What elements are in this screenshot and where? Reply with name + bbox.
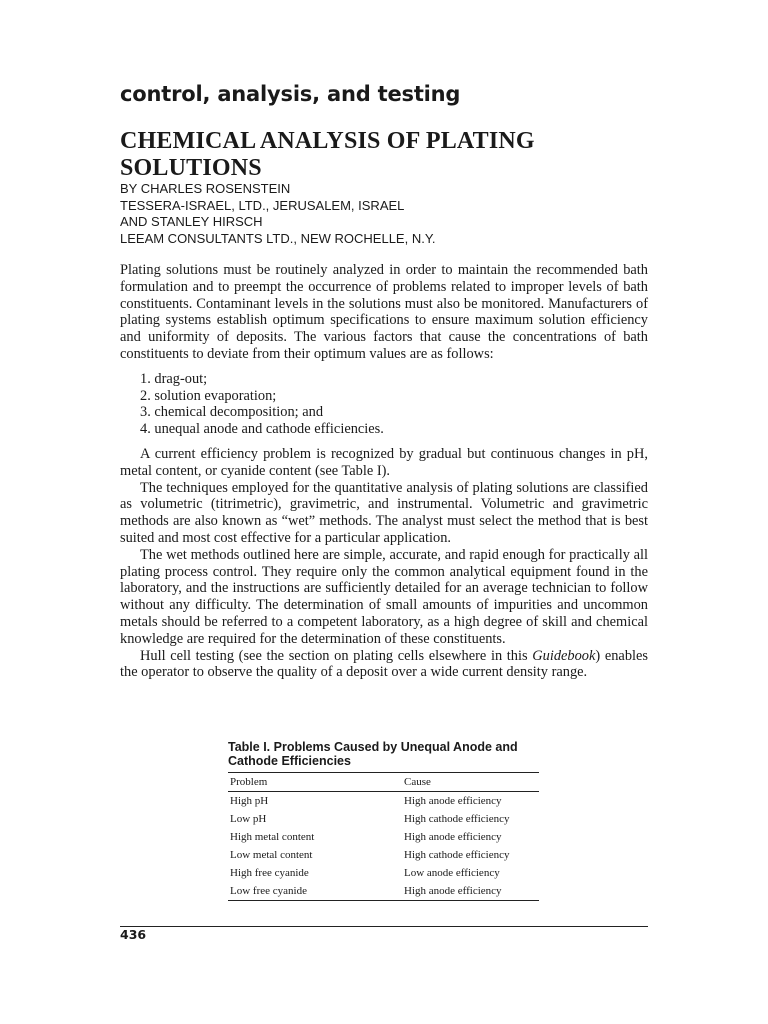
column-header: Cause: [404, 775, 431, 788]
article-title-line: CHEMICAL ANALYSIS OF PLATING: [120, 128, 535, 154]
article-body: [120, 262, 648, 681]
table-cell: High anode efficiency: [404, 830, 502, 843]
footer-rule: [120, 926, 648, 927]
hull-cell-text: Hull cell testing (see the section on plating cells elsewhere in this: [140, 647, 533, 664]
table-cell: High pH: [230, 794, 269, 807]
table-cell: Low anode efficiency: [404, 866, 500, 879]
table-cell: High free cyanide: [230, 866, 309, 879]
article-title: [120, 128, 648, 182]
list-item: 1. drag-out;: [140, 370, 208, 387]
efficiency-table: [228, 772, 539, 901]
list-item: 4. unequal anode and cathode efficiencies.: [140, 421, 384, 438]
table-cell: Low pH: [230, 812, 267, 825]
table-cell: High cathode efficiency: [404, 848, 510, 861]
table-caption: Table I. Problems Caused by Unequal Anode and Cathode Efficiencies: [228, 740, 518, 768]
document-page: [120, 0, 648, 1024]
article-title-line: SOLUTIONS: [120, 155, 262, 181]
byline-line: BY CHARLES ROSENSTEIN: [120, 181, 291, 196]
byline: [120, 181, 435, 247]
column-header: Problem: [230, 775, 268, 788]
table-row: [228, 792, 539, 811]
factors-list: [120, 371, 648, 438]
table-header-row: [228, 773, 539, 792]
table-cell: High anode efficiency: [404, 884, 502, 897]
intro-paragraph: Plating solutions must be routinely analyzed in order to maintain the recommended bath formulation and to preempt the occurrence of problems related to improper levels of bath constituents. Contaminant levels in the solutions must also be monitored. Manufacturers of plating systems establish optimum specifications to ensure maximum solution efficiency and uniformity of deposits. The various factors that cause the concentrations of bath constituents to deviate from their optimum values are as follows:: [120, 262, 648, 362]
table-row: [228, 846, 539, 864]
body-paragraph: The wet methods outlined here are simple, accurate, and rapid enough for practically all plating process control. They require only the common analytical equipment found in the laboratory, and the instructions are sufficiently detailed for an average technician to follow without any difficulty. The determination of small amounts of impurities and uncommon metals should be referred to a competent laboratory, as a high degree of skill and chemical knowledge are required for the determination of these constituents.: [120, 546, 648, 647]
table-cell: High anode efficiency: [404, 794, 502, 807]
table-cell: High cathode efficiency: [404, 812, 510, 825]
table-figure: [228, 740, 539, 901]
table-row: [228, 882, 539, 901]
page-number: 436: [120, 927, 147, 942]
body-paragraph: The techniques employed for the quantitative analysis of plating solutions are classified as volumetric (titrimetric), gravimetric, and instrumental. Volumetric and gravimetric methods are also known as “wet” methods. The analyst must select the method that is best suited and most cost effective for a particular application.: [120, 479, 648, 546]
hull-cell-text: ) enables the operator to observe the quality of a deposit over a wide current density range.: [120, 647, 648, 681]
byline-line: TESSERA-ISRAEL, LTD., JERUSALEM, ISRAEL: [120, 197, 405, 213]
body-paragraph: A current efficiency problem is recognized by gradual but continuous changes in pH, metal content, or cyanide content (see Table I).: [120, 445, 648, 479]
table-row: [228, 864, 539, 882]
table-row: [228, 828, 539, 846]
byline-line: AND STANLEY HIRSCH: [120, 214, 263, 229]
list-item: 2. solution evaporation;: [140, 387, 277, 404]
byline-line: LEEAM CONSULTANTS LTD., NEW ROCHELLE, N.Y.: [120, 230, 436, 246]
table-row: [228, 810, 539, 828]
hull-cell-paragraph: [120, 648, 648, 682]
table-cell: High metal content: [230, 830, 315, 843]
table-cell: Low metal content: [230, 848, 313, 861]
list-item: 3. chemical decomposition; and: [140, 404, 324, 421]
guidebook-reference: Guidebook: [532, 647, 596, 664]
section-heading: control, analysis, and testing: [120, 82, 461, 106]
table-cell: Low free cyanide: [230, 884, 307, 897]
